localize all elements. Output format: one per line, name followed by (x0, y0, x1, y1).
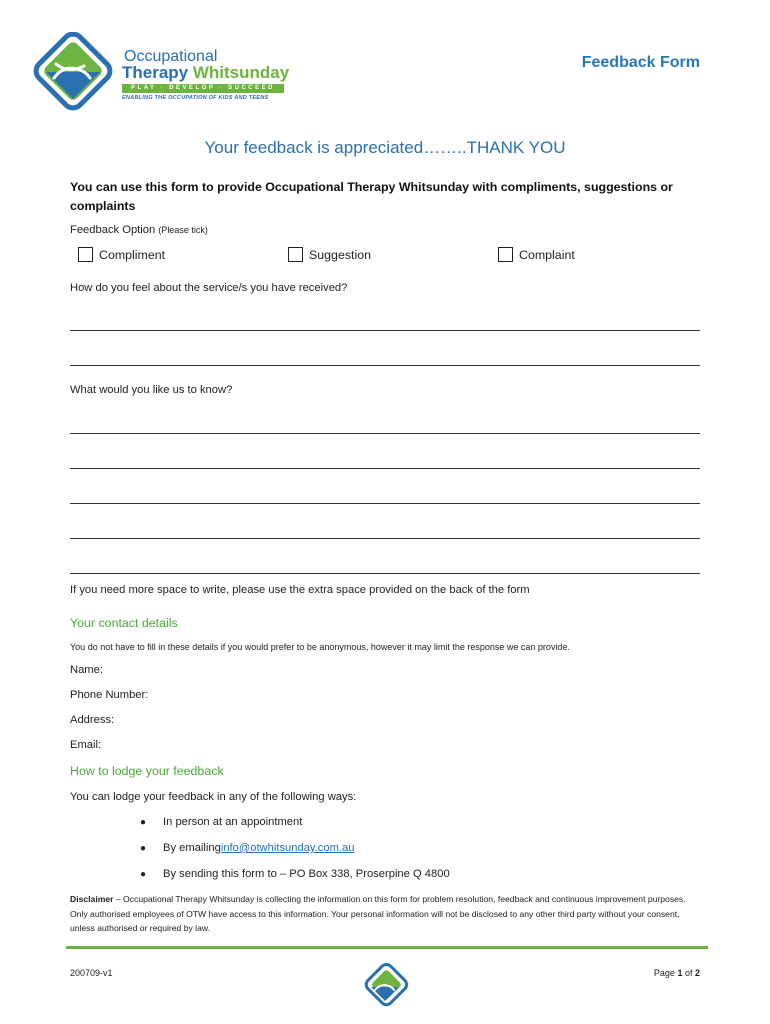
brand-name-line2 (122, 63, 289, 83)
option-suggestion[interactable] (288, 247, 371, 262)
email-field[interactable]: Email: (70, 739, 102, 751)
list-item (140, 816, 302, 828)
bullet-icon: ● (140, 842, 147, 854)
phone-field[interactable]: Phone Number: (70, 689, 149, 701)
feedback-option-hint: (Please tick) (158, 225, 208, 235)
contact-note: You do not have to fill in these details if you would prefer to be anonymous, however it may limit the response we can provide. (70, 642, 570, 652)
option-compliment[interactable] (78, 247, 165, 262)
footer-divider (66, 946, 708, 949)
compliment-label: Compliment (99, 247, 166, 262)
disclaimer-text: – Occupational Therapy Whitsunday is collecting the information on this form for problem resolution, feedback and continuous improvement purposes. Only authorised employees of OTW have access to this information. Your personal information will not be disclosed to any other third party without your consent, unless authorised or required by law. (70, 894, 686, 933)
page-of: of (682, 968, 695, 978)
answer-line-4[interactable] (70, 468, 700, 469)
page-current: 1 (677, 968, 683, 978)
question-know: What would you like us to know? (70, 384, 233, 396)
address-field[interactable]: Address: (70, 714, 115, 726)
form-title: Feedback Form (581, 54, 700, 71)
feedback-option-label (70, 224, 208, 236)
feedback-option-title: Feedback Option (70, 224, 156, 236)
answer-line-5[interactable] (70, 503, 700, 504)
headline: Your feedback is appreciated……..THANK YOU (204, 138, 566, 157)
page-word: Page (653, 968, 678, 978)
list-item (140, 842, 355, 854)
brand-whitsunday: Whitsunday (192, 63, 290, 82)
intro-text: You can use this form to provide Occupational Therapy Whitsunday with compliments, suggestions or complaints (70, 180, 673, 213)
bullet-text-email: By emailing (163, 842, 221, 854)
brand-bar: PLAY · DEVELOP · SUCCEED (122, 84, 284, 93)
answer-line-2[interactable] (70, 365, 700, 366)
bullet-text-post: By sending this form to – PO Box 338, Proserpine Q 4800 (163, 868, 450, 880)
answer-line-7[interactable] (70, 573, 700, 574)
bullet-icon: ● (140, 868, 147, 880)
suggestion-checkbox[interactable] (288, 247, 303, 262)
option-complaint[interactable] (498, 247, 575, 262)
brand-therapy: Therapy (122, 63, 193, 82)
complaint-checkbox[interactable] (498, 247, 513, 262)
bullet-icon: ● (140, 816, 147, 828)
page-number (654, 968, 700, 978)
contact-heading: Your contact details (70, 616, 178, 630)
lodge-intro: You can lodge your feedback in any of the following ways: (70, 791, 357, 803)
extra-space-note: If you need more space to write, please use the extra space provided on the back of the form (70, 584, 530, 596)
brand-name-line1: Occupational (124, 48, 218, 65)
answer-line-6[interactable] (70, 538, 700, 539)
disclaimer-label: Disclaimer (70, 894, 114, 904)
footer-logo-icon (359, 962, 411, 1010)
answer-line-3[interactable] (70, 433, 700, 434)
lodge-heading: How to lodge your feedback (70, 764, 224, 778)
logo-icon (26, 32, 118, 114)
name-field[interactable]: Name: (70, 664, 103, 676)
disclaimer (70, 892, 700, 936)
email-link[interactable]: info@otwhitsunday.com.au (220, 842, 355, 854)
answer-line-1[interactable] (70, 330, 700, 331)
page-total: 2 (694, 968, 700, 978)
version-label: 200709-v1 (70, 968, 113, 978)
compliment-checkbox[interactable] (78, 247, 93, 262)
brand-tagline: ENABLING THE OCCUPATION OF KIDS AND TEENS (122, 95, 269, 101)
suggestion-label: Suggestion (309, 247, 372, 262)
bullet-text-in-person: In person at an appointment (163, 816, 303, 828)
question-service: How do you feel about the service/s you have received? (70, 282, 348, 294)
complaint-label: Complaint (519, 247, 575, 262)
list-item (140, 868, 450, 880)
